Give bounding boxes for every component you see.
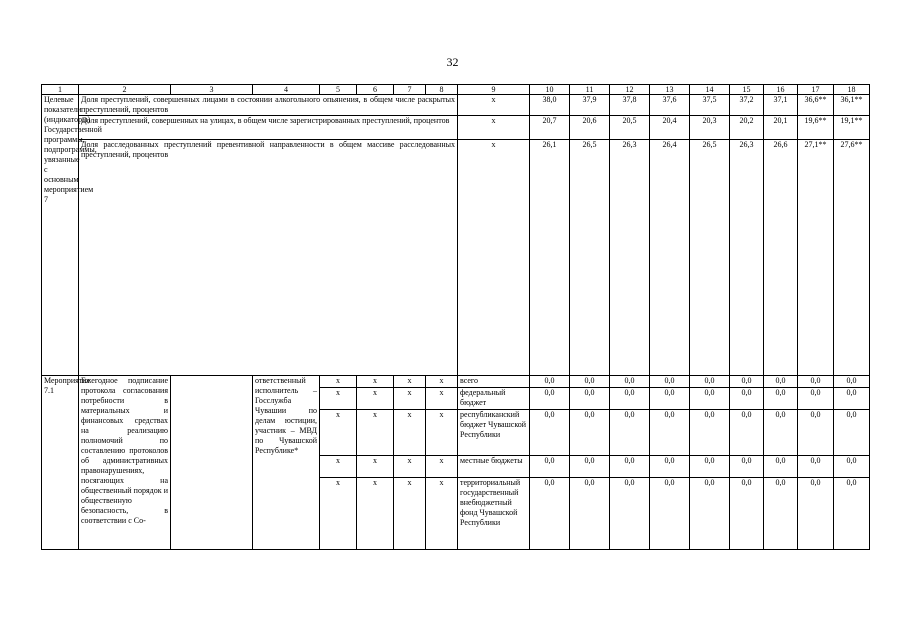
funding-value: 0,0 [798,376,834,388]
funding-value: 0,0 [690,388,730,410]
column-number-row [42,85,870,95]
funding-value: 0,0 [690,376,730,388]
indicator-value: 38,0 [530,95,570,116]
funding-x: x [357,376,394,388]
column-number: 12 [610,85,650,95]
funding-x: x [394,388,426,410]
funding-value: 0,0 [798,456,834,478]
funding-value: 0,0 [570,410,610,456]
funding-value: 0,0 [730,456,764,478]
funding-value: 0,0 [798,478,834,550]
funding-value: 0,0 [650,456,690,478]
column-number: 5 [320,85,357,95]
funding-value: 0,0 [650,410,690,456]
column-number: 6 [357,85,394,95]
column-number: 2 [79,85,171,95]
funding-value: 0,0 [834,456,870,478]
indicator-row [42,116,870,140]
funding-value: 0,0 [834,410,870,456]
indicator-value: 37,1 [764,95,798,116]
funding-value: 0,0 [798,388,834,410]
funding-x: x [320,456,357,478]
column-number: 11 [570,85,610,95]
measure-description: Ежегодное подписание протокола согласования потребности в материальных и финансовых средствах на реализацию полномочий по составлению протоколов об административных правонарушениях, посягающих на общественный порядок и общественную безопасность, в соответствии с Со- [79,376,171,550]
indicator-x: x [458,140,530,376]
column-number: 10 [530,85,570,95]
indicator-text: Доля преступлений, совершенных лицами в состоянии алкогольного опьянения, в общем числе раскрытых преступлений, процентов [79,95,458,116]
indicator-row [42,140,870,376]
funding-x: x [394,376,426,388]
page-number: 32 [446,55,459,69]
column-number: 3 [171,85,253,95]
column-number: 18 [834,85,870,95]
funding-x: x [320,376,357,388]
indicator-value: 26,3 [610,140,650,376]
funding-value: 0,0 [650,388,690,410]
funding-x: x [357,388,394,410]
funding-value: 0,0 [530,410,570,456]
column-number: 7 [394,85,426,95]
column-number: 4 [253,85,320,95]
funding-value: 0,0 [690,478,730,550]
indicator-value: 37,8 [610,95,650,116]
column-number: 15 [730,85,764,95]
indicator-value: 19,6** [798,116,834,140]
indicator-value: 27,6** [834,140,870,376]
funding-x: x [426,456,458,478]
measure-label: Мероприятие 7.1 [42,376,79,550]
funding-value: 0,0 [764,388,798,410]
funding-value: 0,0 [530,456,570,478]
funding-value: 0,0 [690,456,730,478]
funding-source: местные бюджеты [458,456,530,478]
indicator-value: 37,2 [730,95,764,116]
funding-value: 0,0 [690,410,730,456]
funding-value: 0,0 [834,388,870,410]
funding-x: x [426,376,458,388]
funding-value: 0,0 [730,410,764,456]
funding-value: 0,0 [834,376,870,388]
column-number: 1 [42,85,79,95]
funding-value: 0,0 [650,376,690,388]
funding-value: 0,0 [764,410,798,456]
indicator-value: 37,5 [690,95,730,116]
funding-source: всего [458,376,530,388]
funding-value: 0,0 [570,388,610,410]
indicator-value: 20,4 [650,116,690,140]
funding-x: x [394,478,426,550]
indicator-x: x [458,116,530,140]
funding-value: 0,0 [530,478,570,550]
indicator-value: 26,5 [690,140,730,376]
funding-value: 0,0 [610,456,650,478]
funding-value: 0,0 [530,376,570,388]
funding-value: 0,0 [764,376,798,388]
funding-value: 0,0 [610,388,650,410]
funding-x: x [320,410,357,456]
indicator-value: 20,3 [690,116,730,140]
funding-value: 0,0 [730,478,764,550]
funding-value: 0,0 [730,376,764,388]
funding-x: x [357,410,394,456]
indicator-value: 26,3 [730,140,764,376]
funding-x: x [357,456,394,478]
funding-value: 0,0 [730,388,764,410]
funding-value: 0,0 [570,456,610,478]
column-number: 16 [764,85,798,95]
indicator-value: 37,9 [570,95,610,116]
funding-x: x [394,456,426,478]
funding-value: 0,0 [834,478,870,550]
funding-row [42,376,870,388]
indicator-value: 26,1 [530,140,570,376]
funding-x: x [394,410,426,456]
funding-value: 0,0 [610,478,650,550]
funding-x: x [426,388,458,410]
indicator-value: 36,6** [798,95,834,116]
indicator-value: 36,1** [834,95,870,116]
funding-value: 0,0 [530,388,570,410]
funding-value: 0,0 [798,410,834,456]
funding-x: x [426,478,458,550]
indicator-value: 20,7 [530,116,570,140]
indicator-value: 26,5 [570,140,610,376]
column-number: 17 [798,85,834,95]
funding-x: x [320,478,357,550]
empty-cell [171,376,253,550]
indicator-x: x [458,95,530,116]
program-table [41,84,870,550]
indicator-value: 37,6 [650,95,690,116]
funding-source: территориальный государственный внебюджетный фонд Чувашской Республики [458,478,530,550]
column-number: 9 [458,85,530,95]
funding-value: 0,0 [610,410,650,456]
column-number: 14 [690,85,730,95]
indicator-value: 20,6 [570,116,610,140]
funding-value: 0,0 [610,376,650,388]
column-number: 8 [426,85,458,95]
funding-x: x [426,410,458,456]
indicator-value: 26,6 [764,140,798,376]
funding-value: 0,0 [764,456,798,478]
indicator-row [42,95,870,116]
funding-value: 0,0 [650,478,690,550]
funding-value: 0,0 [764,478,798,550]
section-label: Целевые показатели (индикаторы) Государственной программы, подпрограммы, увязанные с основным мероприятием 7 [42,95,79,376]
indicator-value: 20,2 [730,116,764,140]
indicator-text: Доля расследованных преступлений превентивной направленности в общем массиве расследованных преступлений, процентов [79,140,458,376]
measure-executor: ответственный исполнитель – Госслужба Чувашии по делам юстиции, участник – МВД по Чувашской Республике* [253,376,320,550]
indicator-value: 20,5 [610,116,650,140]
indicator-text: Доля преступлений, совершенных на улицах, в общем числе зарегистрированных преступлений, процентов [79,116,458,140]
funding-source: федеральный бюджет [458,388,530,410]
funding-source: республиканский бюджет Чувашской Республики [458,410,530,456]
indicator-value: 19,1** [834,116,870,140]
funding-value: 0,0 [570,376,610,388]
indicator-value: 20,1 [764,116,798,140]
indicator-value: 26,4 [650,140,690,376]
funding-value: 0,0 [570,478,610,550]
indicator-value: 27,1** [798,140,834,376]
column-number: 13 [650,85,690,95]
funding-x: x [357,478,394,550]
funding-x: x [320,388,357,410]
